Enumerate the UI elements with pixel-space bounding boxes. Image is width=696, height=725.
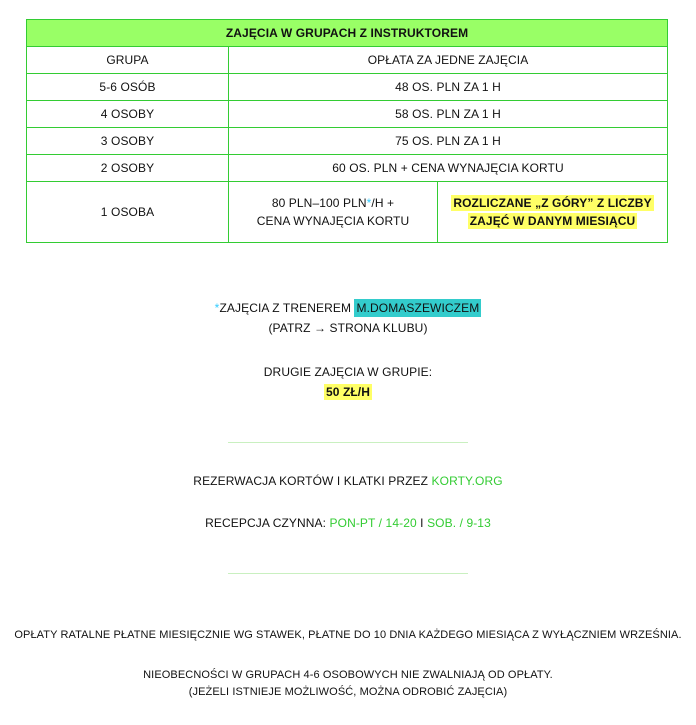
table-row <box>27 128 668 155</box>
divider <box>228 573 468 574</box>
fee-cell: 48 OS. PLN ZA 1 H <box>229 74 668 101</box>
group-cell: 5-6 OSÓB <box>27 74 229 101</box>
billing-note-line-2: ZAJĘĆ W DANYM MIESIĄCU <box>469 214 636 228</box>
reservation-link[interactable]: KORTY.ORG <box>431 474 503 488</box>
reception-separator: I <box>416 516 428 530</box>
reception-saturday: SOB. / 9-13 <box>427 516 491 530</box>
column-header-fee: OPŁATA ZA JEDNE ZAJĘCIA <box>229 47 668 74</box>
fee-cell: 75 OS. PLN ZA 1 H <box>229 128 668 155</box>
absence-note <box>0 667 696 701</box>
column-header-group: GRUPA <box>27 47 229 74</box>
trainer-note <box>0 298 696 338</box>
reservation-text: REZERWACJA KORTÓW I KLATKI PRZEZ <box>193 474 432 488</box>
payment-note: OPŁATY RATALNE PŁATNE MIESIĘCZNIE WG STAWEK, PŁATNE DO 10 DNIA KAŻDEGO MIESIĄCA Z WYŁĄCZNIEM WRZEŚNIA. <box>14 629 682 641</box>
table-header-row <box>27 47 668 74</box>
group-cell: 2 OSOBY <box>27 155 229 182</box>
fee-line-2: CENA WYNAJĘCIA KORTU <box>256 214 410 228</box>
pricing-table <box>26 19 668 243</box>
reception-hours <box>0 513 696 533</box>
reservation-info <box>0 471 696 491</box>
absence-note-main: NIEOBECNOŚCI W GRUPACH 4-6 OSOBOWYCH NIE ZWALNIAJĄ OD OPŁATY. <box>143 669 553 681</box>
billing-note-cell <box>438 182 668 243</box>
second-class-info <box>0 362 696 402</box>
group-cell: 1 OSOBA <box>27 182 229 243</box>
table-row <box>27 155 668 182</box>
asterisk-mark: * <box>366 196 372 210</box>
table-title-row <box>27 20 668 47</box>
asterisk-mark: * <box>214 301 220 315</box>
table-row <box>27 101 668 128</box>
second-class-label: DRUGIE ZAJĘCIA W GRUPIE: <box>263 365 433 379</box>
fee-cell: 60 OS. PLN + CENA WYNAJĘCIA KORTU <box>229 155 668 182</box>
trainer-note-sub: (PATRZ → STRONA KLUBU) <box>268 321 428 335</box>
reception-label: RECEPCJA CZYNNA: <box>205 516 330 530</box>
table-row <box>27 182 668 243</box>
billing-note-line-1: ROZLICZANE „Z GÓRY” Z LICZBY <box>453 196 652 210</box>
absence-note-sub: (JEŻELI ISTNIEJE MOŻLIWOŚĆ, MOŻNA ODROBIĆ ZAJĘCIA) <box>188 686 508 698</box>
trainer-name: M.DOMASZEWICZEM <box>356 301 480 315</box>
fee-cell <box>229 182 438 243</box>
fee-cell: 58 OS. PLN ZA 1 H <box>229 101 668 128</box>
divider <box>228 442 468 443</box>
trainer-note-text: ZAJĘCIA Z TRENEREM <box>219 301 355 315</box>
fee-line-1: 80 PLN–100 PLN*/H + <box>271 196 395 210</box>
group-cell: 3 OSOBY <box>27 128 229 155</box>
reception-weekdays: PON-PT / 14-20 <box>329 516 417 530</box>
table-row <box>27 74 668 101</box>
group-cell: 4 OSOBY <box>27 101 229 128</box>
second-class-price: 50 ZŁ/H <box>325 385 371 399</box>
table-title: ZAJĘCIA W GRUPACH Z INSTRUKTOREM <box>27 20 668 47</box>
